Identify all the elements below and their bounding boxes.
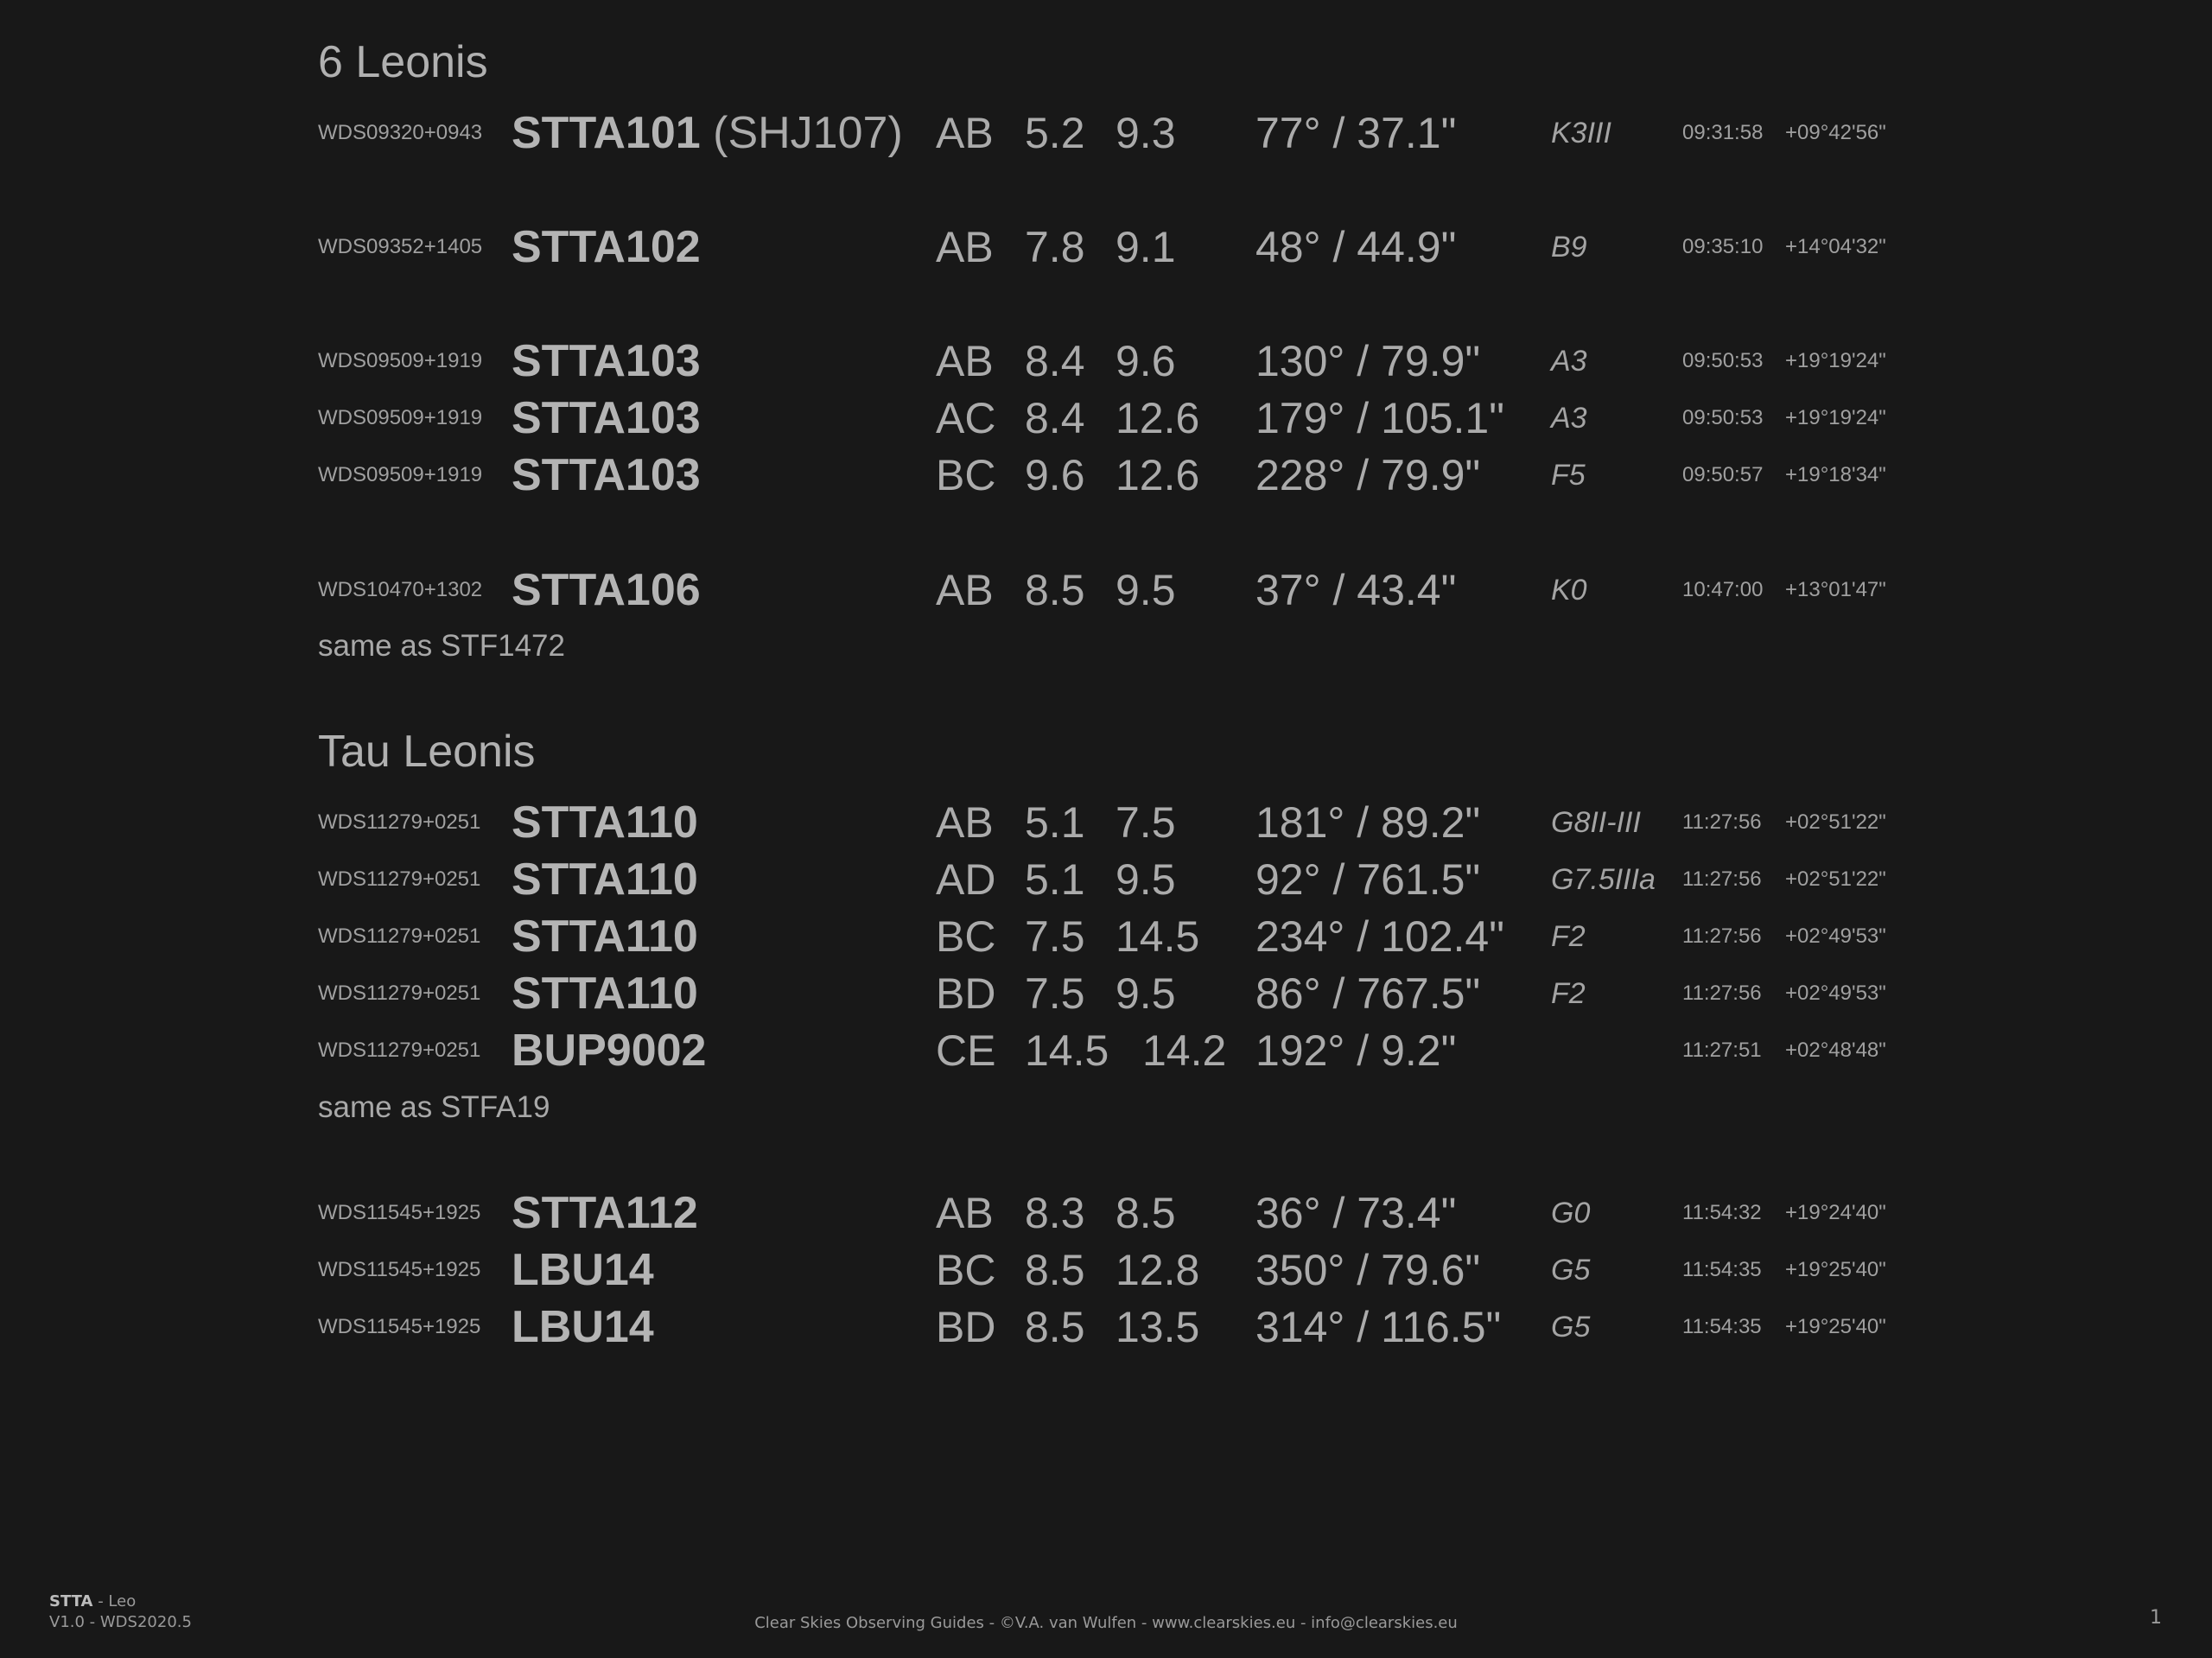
declination: +19°25'40" [1785,1315,1886,1338]
footer-constellation: - Leo [92,1592,137,1610]
magnitude-secondary: 9.3 [1116,109,1176,157]
table-row [0,1022,2212,1079]
position-angle-separation: 350° / 79.6" [1255,1246,1481,1294]
magnitude-secondary: 7.5 [1116,798,1176,847]
table-row [0,333,2212,390]
right-ascension: 11:54:35 [1682,1258,1762,1281]
discoverer-code: STTA102 [512,222,701,272]
footer-catalog-line [49,1591,192,1612]
right-ascension: 11:27:51 [1682,1039,1762,1062]
position-angle-separation: 234° / 102.4" [1255,912,1504,961]
declination: +02°51'22" [1785,810,1886,834]
magnitude-primary: 9.6 [1025,451,1085,499]
footer-version: V1.0 - WDS2020.5 [49,1613,192,1631]
position-angle-separation: 228° / 79.9" [1255,451,1481,499]
spectral-type: A3 [1551,345,1587,378]
components: AB [936,566,994,614]
right-ascension: 09:50:53 [1682,349,1764,372]
table-row [0,447,2212,504]
declination: +19°25'40" [1785,1258,1886,1281]
components: AB [936,223,994,271]
wds-id: WDS09509+1919 [318,349,483,372]
components: BC [936,1246,996,1294]
magnitude-secondary: 9.5 [1116,969,1176,1018]
right-ascension: 11:54:35 [1682,1315,1762,1338]
table-row [0,1299,2212,1356]
discoverer-code: STTA110 [512,797,698,848]
position-angle-separation: 314° / 116.5" [1255,1303,1502,1351]
magnitude-primary: 7.5 [1025,969,1085,1018]
components: AB [936,798,994,847]
discoverer-code: STTA103 [512,393,701,443]
position-angle-separation: 130° / 79.9" [1255,337,1481,385]
spectral-type: G8II-III [1551,806,1641,839]
magnitude-primary: 5.1 [1025,855,1085,904]
position-angle-separation: 36° / 73.4" [1255,1189,1457,1237]
magnitude-secondary: 14.5 [1116,912,1200,961]
wds-id: WDS11279+0251 [318,810,481,834]
wds-id: WDS11545+1925 [318,1258,481,1281]
discoverer-code: STTA106 [512,565,701,615]
group-note: same as STF1472 [318,629,565,663]
spectral-type: G7.5IIIa [1551,863,1656,896]
table-row [0,1242,2212,1299]
magnitude-secondary: 14.2 [1142,1026,1227,1075]
magnitude-secondary: 8.5 [1116,1189,1176,1237]
spectral-type: A3 [1551,402,1587,435]
position-angle-separation: 48° / 44.9" [1255,223,1457,271]
magnitude-secondary: 9.6 [1116,337,1176,385]
declination: +09°42'56" [1785,121,1886,144]
wds-id: WDS10470+1302 [318,578,483,601]
magnitude-primary: 8.5 [1025,1246,1085,1294]
magnitude-secondary: 12.6 [1116,394,1200,442]
magnitude-primary: 7.8 [1025,223,1085,271]
spectral-type: F2 [1551,977,1586,1010]
spectral-type: K0 [1551,574,1587,607]
components: BC [936,451,996,499]
right-ascension: 09:50:57 [1682,463,1764,486]
components: BD [936,1303,996,1351]
spectral-type: G5 [1551,1254,1591,1286]
components: AC [936,394,996,442]
wds-id: WDS09320+0943 [318,121,483,144]
right-ascension: 09:31:58 [1682,121,1764,144]
spectral-type: K3III [1551,117,1611,149]
declination: +19°19'24" [1785,349,1886,372]
components: CE [936,1026,996,1075]
magnitude-primary: 5.2 [1025,109,1085,157]
declination: +19°24'40" [1785,1201,1886,1224]
discoverer-code: LBU14 [512,1302,654,1352]
discoverer-code: STTA112 [512,1188,698,1238]
wds-id: WDS11279+0251 [318,867,481,891]
magnitude-secondary: 12.6 [1116,451,1200,499]
group-title: Tau Leonis [318,727,536,777]
right-ascension: 11:27:56 [1682,867,1762,891]
wds-id: WDS11279+0251 [318,924,481,948]
magnitude-primary: 14.5 [1025,1026,1109,1075]
components: BD [936,969,996,1018]
position-angle-separation: 192° / 9.2" [1255,1026,1457,1075]
magnitude-primary: 8.5 [1025,566,1085,614]
declination: +02°49'53" [1785,924,1886,948]
position-angle-separation: 77° / 37.1" [1255,109,1457,157]
declination: +13°01'47" [1785,578,1886,601]
declination: +02°48'48" [1785,1039,1886,1062]
position-angle-separation: 86° / 767.5" [1255,969,1481,1018]
declination: +19°19'24" [1785,406,1886,429]
table-row [0,105,2212,162]
footer-catalog: STTA [49,1592,93,1610]
magnitude-primary: 8.4 [1025,394,1085,442]
discoverer-code: BUP9002 [512,1026,707,1076]
magnitude-primary: 8.5 [1025,1303,1085,1351]
discoverer-code: STTA110 [512,912,698,962]
magnitude-primary: 8.4 [1025,337,1085,385]
table-row [0,851,2212,908]
spectral-type: F2 [1551,920,1586,953]
table-row [0,219,2212,276]
table-row [0,965,2212,1022]
components: BC [936,912,996,961]
components: AB [936,109,994,157]
position-angle-separation: 92° / 761.5" [1255,855,1481,904]
declination: +02°51'22" [1785,867,1886,891]
wds-id: WDS11545+1925 [318,1201,481,1224]
spectral-type: G5 [1551,1311,1591,1344]
right-ascension: 09:35:10 [1682,235,1764,258]
magnitude-secondary: 9.1 [1116,223,1176,271]
wds-id: WDS11545+1925 [318,1315,481,1338]
page-number: 1 [2150,1607,2162,1629]
wds-id: WDS11279+0251 [318,981,481,1005]
magnitude-primary: 7.5 [1025,912,1085,961]
declination: +14°04'32" [1785,235,1886,258]
discoverer-code: STTA110 [512,854,698,905]
discoverer-code-primary: STTA101 [512,108,701,158]
wds-id: WDS09509+1919 [318,463,483,486]
wds-id: WDS11279+0251 [318,1039,481,1062]
magnitude-secondary: 9.5 [1116,855,1176,904]
position-angle-separation: 181° / 89.2" [1255,798,1481,847]
magnitude-primary: 5.1 [1025,798,1085,847]
wds-id: WDS09509+1919 [318,406,483,429]
discoverer-code [512,105,903,162]
components: AB [936,1189,994,1237]
components: AD [936,855,996,904]
magnitude-secondary: 9.5 [1116,566,1176,614]
spectral-type: B9 [1551,231,1587,264]
discoverer-code: LBU14 [512,1245,654,1295]
position-angle-separation: 179° / 105.1" [1255,394,1504,442]
right-ascension: 09:50:53 [1682,406,1764,429]
table-row [0,1185,2212,1242]
discoverer-code: STTA103 [512,450,701,500]
table-row [0,562,2212,619]
magnitude-primary: 8.3 [1025,1189,1085,1237]
right-ascension: 10:47:00 [1682,578,1764,601]
spectral-type: F5 [1551,459,1586,492]
magnitude-secondary: 12.8 [1116,1246,1200,1294]
magnitude-secondary: 13.5 [1116,1303,1200,1351]
right-ascension: 11:27:56 [1682,981,1762,1005]
discoverer-code-alt: (SHJ107) [713,108,903,158]
position-angle-separation: 37° / 43.4" [1255,566,1457,614]
table-row [0,794,2212,851]
spectral-type: G0 [1551,1197,1591,1229]
group-note: same as STFA19 [318,1090,550,1124]
right-ascension: 11:54:32 [1682,1201,1762,1224]
discoverer-code: STTA110 [512,969,698,1019]
components: AB [936,337,994,385]
right-ascension: 11:27:56 [1682,924,1762,948]
right-ascension: 11:27:56 [1682,810,1762,834]
footer-credits: Clear Skies Observing Guides - ©V.A. van Wulfen - www.clearskies.eu - info@clearskies.eu [754,1614,1458,1632]
table-row [0,908,2212,965]
declination: +19°18'34" [1785,463,1886,486]
table-row [0,390,2212,447]
wds-id: WDS09352+1405 [318,235,483,258]
group-title: 6 Leonis [318,37,488,87]
discoverer-code: STTA103 [512,336,701,386]
declination: +02°49'53" [1785,981,1886,1005]
